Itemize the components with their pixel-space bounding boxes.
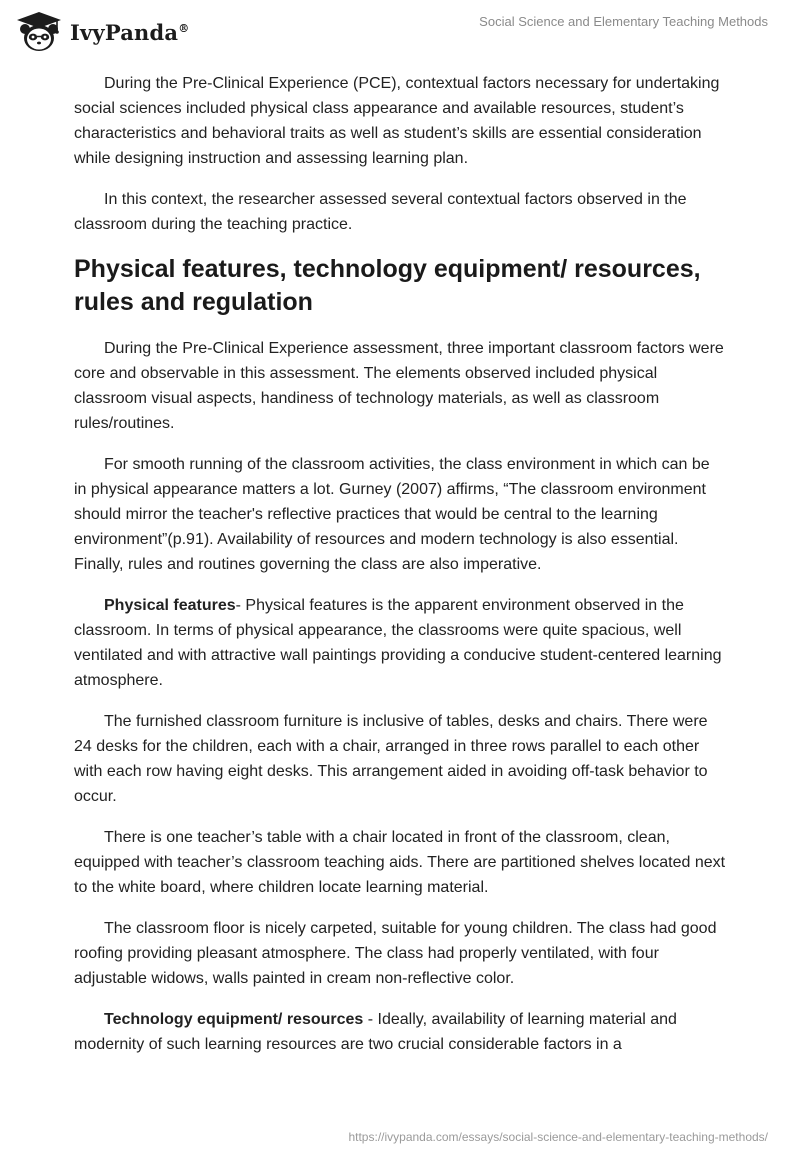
section-heading: Physical features, technology equipment/ resources, rules and regulation bbox=[74, 255, 701, 316]
source-url[interactable]: https://ivypanda.com/essays/social-science-and-elementary-teaching-methods/ bbox=[348, 1130, 768, 1144]
registered-mark: ® bbox=[178, 21, 190, 35]
paragraph: There is one teacher’s table with a chair located in front of the classroom, clean, equipped with teacher’s classroom teaching aids. There are partitioned shelves located next to the white board, where children locate learning material. bbox=[74, 829, 726, 896]
paragraph: During the Pre-Clinical Experience (PCE), contextual factors necessary for undertaking social sciences included physical class appearance and available resources, student’s characteristics and behavioral traits as well as student’s skills are essential consideration while designing instruction and assessing learning plan. bbox=[74, 75, 720, 167]
document-title: Social Science and Elementary Teaching Methods bbox=[479, 14, 768, 29]
paragraph: The classroom floor is nicely carpeted, suitable for young children. The class had good roofing providing pleasant atmosphere. The class had properly ventilated, with four adjustable widows, walls painted in cream non-reflective color. bbox=[74, 920, 717, 987]
brand-name-text: IvyPanda bbox=[70, 19, 179, 45]
paragraph: The furnished classroom furniture is inclusive of tables, desks and chairs. There were 24 desks for the children, each with a chair, arranged in three rows parallel to each other with each row having eight desks. This arrangement aided in avoiding off-task behavior to occur. bbox=[74, 713, 708, 805]
brand-name bbox=[70, 20, 189, 45]
page-header bbox=[0, 0, 800, 60]
paragraph: During the Pre-Clinical Experience assessment, three important classroom factors were core and observable in this assessment. The elements observed included physical classroom visual aspects, handiness of technology materials, as well as classroom rules/routines. bbox=[74, 340, 724, 432]
physical-features-text: - Physical features is the apparent environment observed in the classroom. In terms of physical appearance, the classrooms were quite spacious, well ventilated and with attractive wall paintings providing a conducive student-centered learning atmosphere. bbox=[74, 597, 722, 689]
article-body bbox=[74, 71, 726, 1073]
panda-graduate-icon bbox=[14, 10, 64, 54]
paragraph: For smooth running of the classroom activities, the class environment in which can be in physical appearance matters a lot. Gurney (2007) affirms, “The classroom environment should mirror the teacher's reflective practices that would be central to the learning environment”(p.91). Availability of resources and modern technology is also essential. Finally, rules and routines governing the class are also imperative. bbox=[74, 456, 710, 573]
brand-logo[interactable] bbox=[14, 10, 189, 54]
technology-lead: Technology equipment/ resources bbox=[104, 1011, 364, 1028]
paragraph: In this context, the researcher assessed several contextual factors observed in the classroom during the teaching practice. bbox=[74, 191, 687, 233]
paragraph-technology bbox=[74, 1007, 726, 1057]
physical-features-lead: Physical features bbox=[104, 597, 236, 614]
paragraph-physical-features bbox=[74, 593, 726, 693]
technology-text: - Ideally, availability of learning material and modernity of such learning resources are two crucial considerable factors in a bbox=[74, 1011, 677, 1053]
